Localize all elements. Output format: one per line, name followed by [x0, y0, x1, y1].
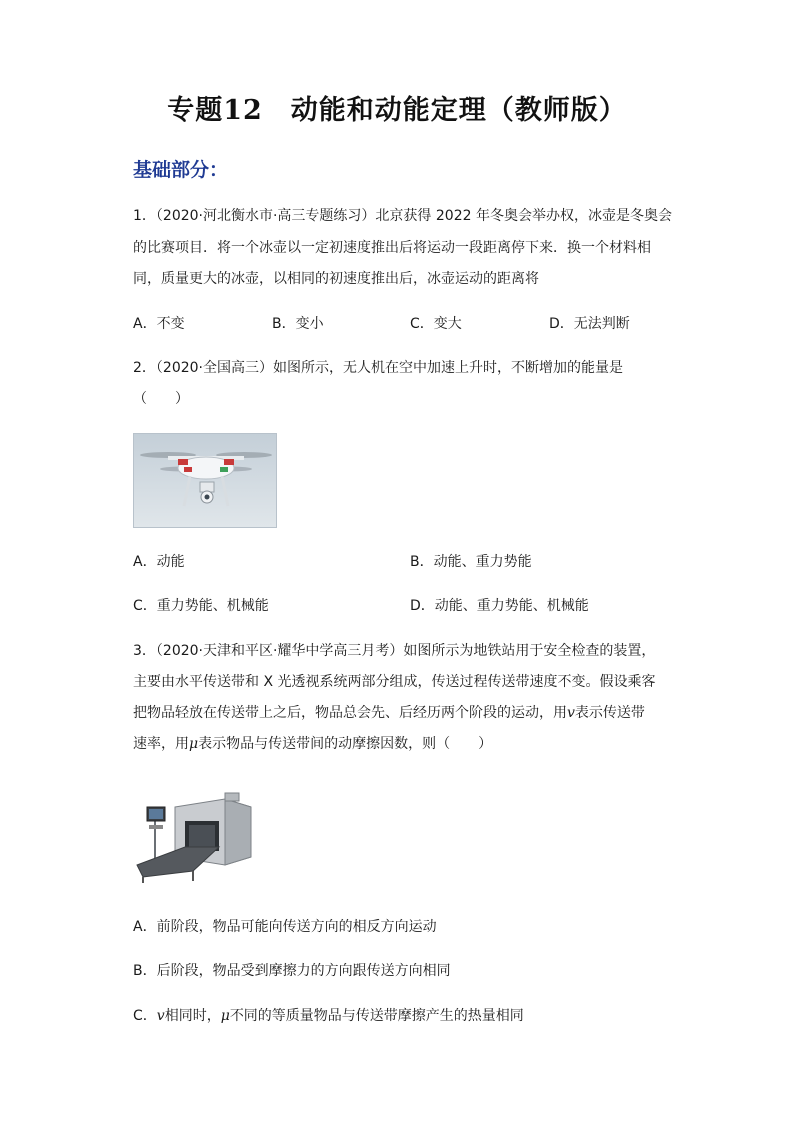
q3-line-3-text-b: 表示传送带 — [574, 705, 645, 721]
xray-machine-image — [133, 785, 261, 887]
mu-symbol: μ — [220, 1008, 230, 1024]
q1-option-a[interactable]: A．不变 — [133, 316, 185, 332]
drone-image — [133, 433, 277, 528]
q2-option-a[interactable]: A．动能 — [133, 554, 185, 570]
q1-line-3: 同，质量更大的冰壶，以相同的初速度推出后，冰壶运动的距离将 — [133, 271, 539, 287]
q2-line-2: （ ） — [133, 391, 189, 407]
q3-option-c[interactable] — [133, 1006, 524, 1026]
velocity-symbol: v — [156, 1008, 165, 1024]
q2-option-d[interactable]: D．动能、重力势能、机械能 — [410, 598, 589, 614]
q2-line-1: 2．（2020·全国高三）如图所示，无人机在空中加速上升时，不断增加的能量是 — [133, 360, 623, 376]
q1-line-2: 的比赛项目．将一个冰壶以一定初速度推出后将运动一段距离停下来．换一个材料相 — [133, 240, 651, 256]
q1-option-d[interactable]: D．无法判断 — [549, 316, 630, 332]
section-heading: 基础部分： — [133, 159, 229, 181]
q2-option-b[interactable]: B．动能、重力势能 — [410, 554, 532, 570]
q3-line-4 — [133, 734, 492, 754]
q1-option-c[interactable]: C．变大 — [410, 316, 462, 332]
q3-line-4-text-a: 速率，用 — [133, 736, 189, 752]
mu-symbol: μ — [189, 736, 199, 752]
velocity-symbol: v — [567, 705, 575, 721]
q1-option-b[interactable]: B．变小 — [272, 316, 324, 332]
q3-line-2: 主要由水平传送带和 X 光透视系统两部分组成，传送过程传送带速度不变。假设乘客 — [133, 674, 656, 690]
q3-line-4-text-b: 表示物品与传送带间的动摩擦因数，则（ ） — [198, 736, 493, 752]
q3-option-c-text-a: 相同时， — [164, 1008, 221, 1024]
q3-line-3-text-a: 把物品轻放在传送带上之后，物品总会先、后经历两个阶段的运动，用 — [133, 705, 567, 721]
q2-option-c[interactable]: C．重力势能、机械能 — [133, 598, 269, 614]
q3-line-1: 3．（2020·天津和平区·耀华中学高三月考）如图所示为地铁站用于安全检查的装置， — [133, 643, 656, 659]
page-title: 专题12 动能和动能定理（教师版） — [167, 95, 627, 126]
q3-option-b[interactable]: B．后阶段，物品受到摩擦力的方向跟传送方向相同 — [133, 963, 451, 979]
q3-option-a[interactable]: A．前阶段，物品可能向传送方向的相反方向运动 — [133, 919, 437, 935]
q3-option-c-prefix: C． — [133, 1008, 157, 1024]
q3-line-3 — [133, 703, 645, 723]
q1-line-1: 1．（2020·河北衡水市·高三专题练习）北京获得 2022 年冬奥会举办权，冰壶是冬奥会 — [133, 208, 672, 224]
q3-option-c-text-b: 不同的等质量物品与传送带摩擦产生的热量相同 — [229, 1008, 524, 1024]
